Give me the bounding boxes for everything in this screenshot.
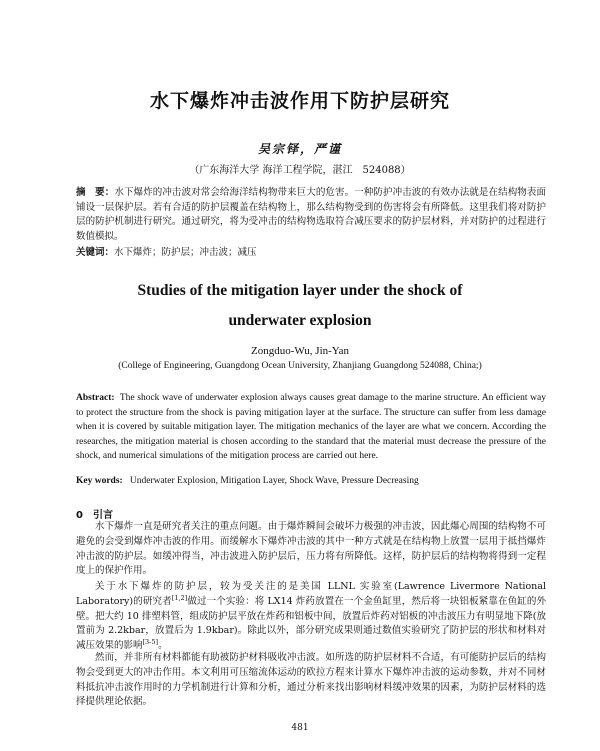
chinese-keywords xyxy=(76,244,546,258)
intro-paragraph-2 xyxy=(76,580,546,654)
english-affiliation: (College of Engineering, Guangdong Ocean University, Zhanjiang Guangdong 524088, China;) xyxy=(118,361,482,371)
section-heading-introduction: 0 引言 xyxy=(76,510,113,521)
chinese-title: 水下爆炸冲击波作用下防护层研究 xyxy=(149,90,450,112)
chinese-keywords-label: 关键词： xyxy=(76,247,115,258)
intro-paragraph-2-part-3: 。 xyxy=(158,640,168,652)
english-keywords-label: Key words: xyxy=(76,476,123,486)
citation-1-2: [1,2] xyxy=(171,593,188,602)
english-keywords xyxy=(76,476,546,486)
chinese-authors: 吴宗铎，严谨 xyxy=(257,142,342,156)
page-number: 481 xyxy=(291,723,309,733)
chinese-affiliation: （广东海洋大学 海洋工程学院，湛江 524088） xyxy=(189,165,411,176)
english-authors: Zongduo-Wu, Jin-Yan xyxy=(250,345,350,357)
intro-paragraph-2-part-2: 做过一个实验：将 LX14 炸药放置在一个金鱼缸里，然后将一块铝板紧靠在鱼缸的外壁。把大约 10 排塑料管，组成防护层平放在炸药和铝板中间，放置后炸药对铝板的冲击波压力有明显地下降(放置前为 2.2kbar，放置后为 1.9kbar)。除此以外，部分研究成果则通过数值实验研究了防护层的形状和材料对减压效果的影响 xyxy=(76,595,546,652)
english-keywords-text: Underwater Explosion, Mitigation Layer, Shock Wave, Pressure Decreasing xyxy=(129,476,419,486)
intro-paragraph-2-part-1: 关于水下爆炸的防护层，较为受关注的是美国 LLNL 实验室(Lawrence Livermore National Laboratory)的研究者 xyxy=(76,581,546,607)
intro-paragraph-3: 然而，并非所有材料都能有助被防护材料吸收冲击波。如所选的防护层材料不合适，有可能防护层后的结构物会受到更大的冲击作用。本文利用可压缩流体运动的欧拉方程来计算水下爆炸冲击波的运动参数，并对不同材料抵抗冲击波作用时的力学机制进行计算和分析，通过分析来找出影响材料缓冲效果的因素，为防护层材料的选择提供理论依据。 xyxy=(76,652,546,708)
chinese-abstract-label: 摘 要： xyxy=(76,187,115,198)
chinese-abstract xyxy=(76,186,546,244)
english-abstract xyxy=(76,391,546,464)
chinese-abstract-text: 水下爆炸的冲击波对常会给海洋结构物带来巨大的危害。一种防护冲击波的有效办法就是在结构物表面铺设一层保护层。若有合适的防护层覆盖在结构物上，那么结构物受到的伤害将会有所降低。这里我们将对防护层的防护机制进行研究。通过研究，将为受冲击的结构物选取符合减压要求的防护层材料，并对防护的过程进行数值模拟。 xyxy=(76,187,546,242)
english-title-line-1: Studies of the mitigation layer under the shock of xyxy=(137,282,463,299)
citation-3-5: [3-5] xyxy=(142,638,159,647)
english-title-line-2: underwater explosion xyxy=(228,312,372,329)
chinese-keywords-text: 水下爆炸；防护层；冲击波；减压 xyxy=(114,247,257,258)
intro-paragraph-1: 水下爆炸一直是研究者关注的重点问题。由于爆炸瞬间会破坏力极强的冲击波，因此爆心周围的结构物不可避免的会受到爆炸冲击波的作用。而缓解水下爆炸冲击波的其中一种方式就是在结构物上放置一层用于抵挡爆炸冲击波的防护层。如缓冲得当，冲击波进入防护层后，压力将有所降低。这样，防护层后的结构物将得到一定程度上的保护作用。 xyxy=(76,521,546,577)
english-abstract-label: Abstract: xyxy=(76,393,115,403)
english-abstract-text: The shock wave of underwater explosion always causes great damage to the marine structure. An efficient way to protect the structure from the shock is paving mitigation layer at the surface. The structure can suffer from less damage when it is covered by suitable mitigation layer. The mitigation mechanics of the layer are what we concern. According the researches, the mitigation material is chosen according to the standard that the material must decrease the pressure of the shock, and numerical simulations of the mitigation process are carried out here. xyxy=(76,393,546,462)
